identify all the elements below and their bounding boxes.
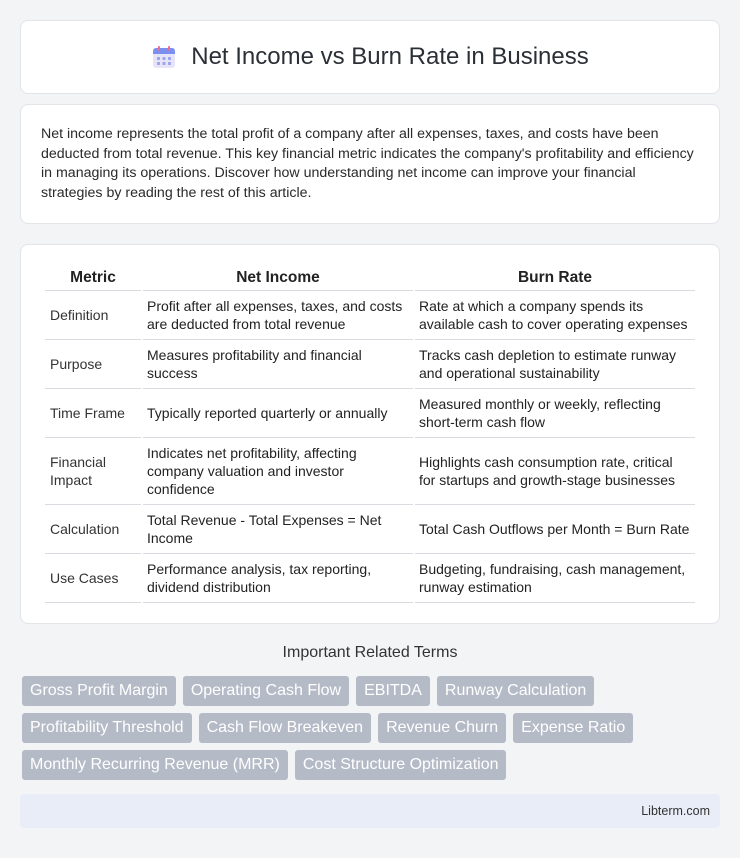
site-link[interactable]: Libterm.com: [641, 804, 710, 818]
related-term-tag[interactable]: Revenue Churn: [378, 713, 506, 743]
net-income-cell: Indicates net profitability, affecting company valuation and investor confidence: [143, 438, 413, 505]
intro-card: [20, 104, 720, 224]
net-income-cell: Total Revenue - Total Expenses = Net Income: [143, 505, 413, 554]
calendar-icon: [151, 44, 177, 70]
related-terms-title: Important Related Terms: [282, 644, 458, 661]
comparison-table: [43, 265, 697, 603]
burn-rate-cell: Budgeting, fundraising, cash management, runway estimation: [415, 554, 695, 603]
table-row: [45, 505, 695, 554]
column-header: Metric: [45, 265, 141, 291]
table-row: [45, 340, 695, 389]
related-term-tag[interactable]: Operating Cash Flow: [183, 676, 349, 706]
net-income-cell: Profit after all expenses, taxes, and costs are deducted from total revenue: [143, 291, 413, 340]
related-term-tag[interactable]: Expense Ratio: [513, 713, 633, 743]
table-row: [45, 291, 695, 340]
burn-rate-cell: Tracks cash depletion to estimate runway and operational sustainability: [415, 340, 695, 389]
metric-cell: Use Cases: [45, 554, 141, 603]
column-header: Net Income: [143, 265, 413, 291]
intro-text: Net income represents the total profit of a company after all expenses, taxes, and costs have been deducted from total revenue. This key financial metric indicates the company's profitability and efficiency in managing its operations. Discover how understanding net income can improve your financial strategies by reading the rest of this article.: [41, 126, 694, 201]
related-term-tag[interactable]: Runway Calculation: [437, 676, 594, 706]
related-term-tag[interactable]: Profitability Threshold: [22, 713, 192, 743]
burn-rate-cell: Rate at which a company spends its available cash to cover operating expenses: [415, 291, 695, 340]
table-row: [45, 389, 695, 438]
net-income-cell: Typically reported quarterly or annually: [143, 389, 413, 438]
related-term-tag[interactable]: Monthly Recurring Revenue (MRR): [22, 750, 288, 780]
net-income-cell: Measures profitability and financial success: [143, 340, 413, 389]
page-header: [20, 20, 720, 94]
page-title: Net Income vs Burn Rate in Business: [191, 43, 589, 70]
table-header-row: [45, 265, 695, 291]
related-term-tag[interactable]: Cost Structure Optimization: [295, 750, 507, 780]
net-income-cell: Performance analysis, tax reporting, dividend distribution: [143, 554, 413, 603]
burn-rate-cell: Total Cash Outflows per Month = Burn Rate: [415, 505, 695, 554]
metric-cell: Time Frame: [45, 389, 141, 438]
metric-cell: Purpose: [45, 340, 141, 389]
related-terms-list: [22, 676, 722, 780]
comparison-card: [20, 244, 720, 624]
page-footer: [20, 794, 720, 828]
table-row: [45, 554, 695, 603]
metric-cell: Definition: [45, 291, 141, 340]
metric-cell: Financial Impact: [45, 438, 141, 505]
related-term-tag[interactable]: EBITDA: [356, 676, 430, 706]
related-term-tag[interactable]: Gross Profit Margin: [22, 676, 176, 706]
table-row: [45, 438, 695, 505]
burn-rate-cell: Measured monthly or weekly, reflecting short-term cash flow: [415, 389, 695, 438]
burn-rate-cell: Highlights cash consumption rate, critical for startups and growth-stage businesses: [415, 438, 695, 505]
column-header: Burn Rate: [415, 265, 695, 291]
metric-cell: Calculation: [45, 505, 141, 554]
related-term-tag[interactable]: Cash Flow Breakeven: [199, 713, 372, 743]
